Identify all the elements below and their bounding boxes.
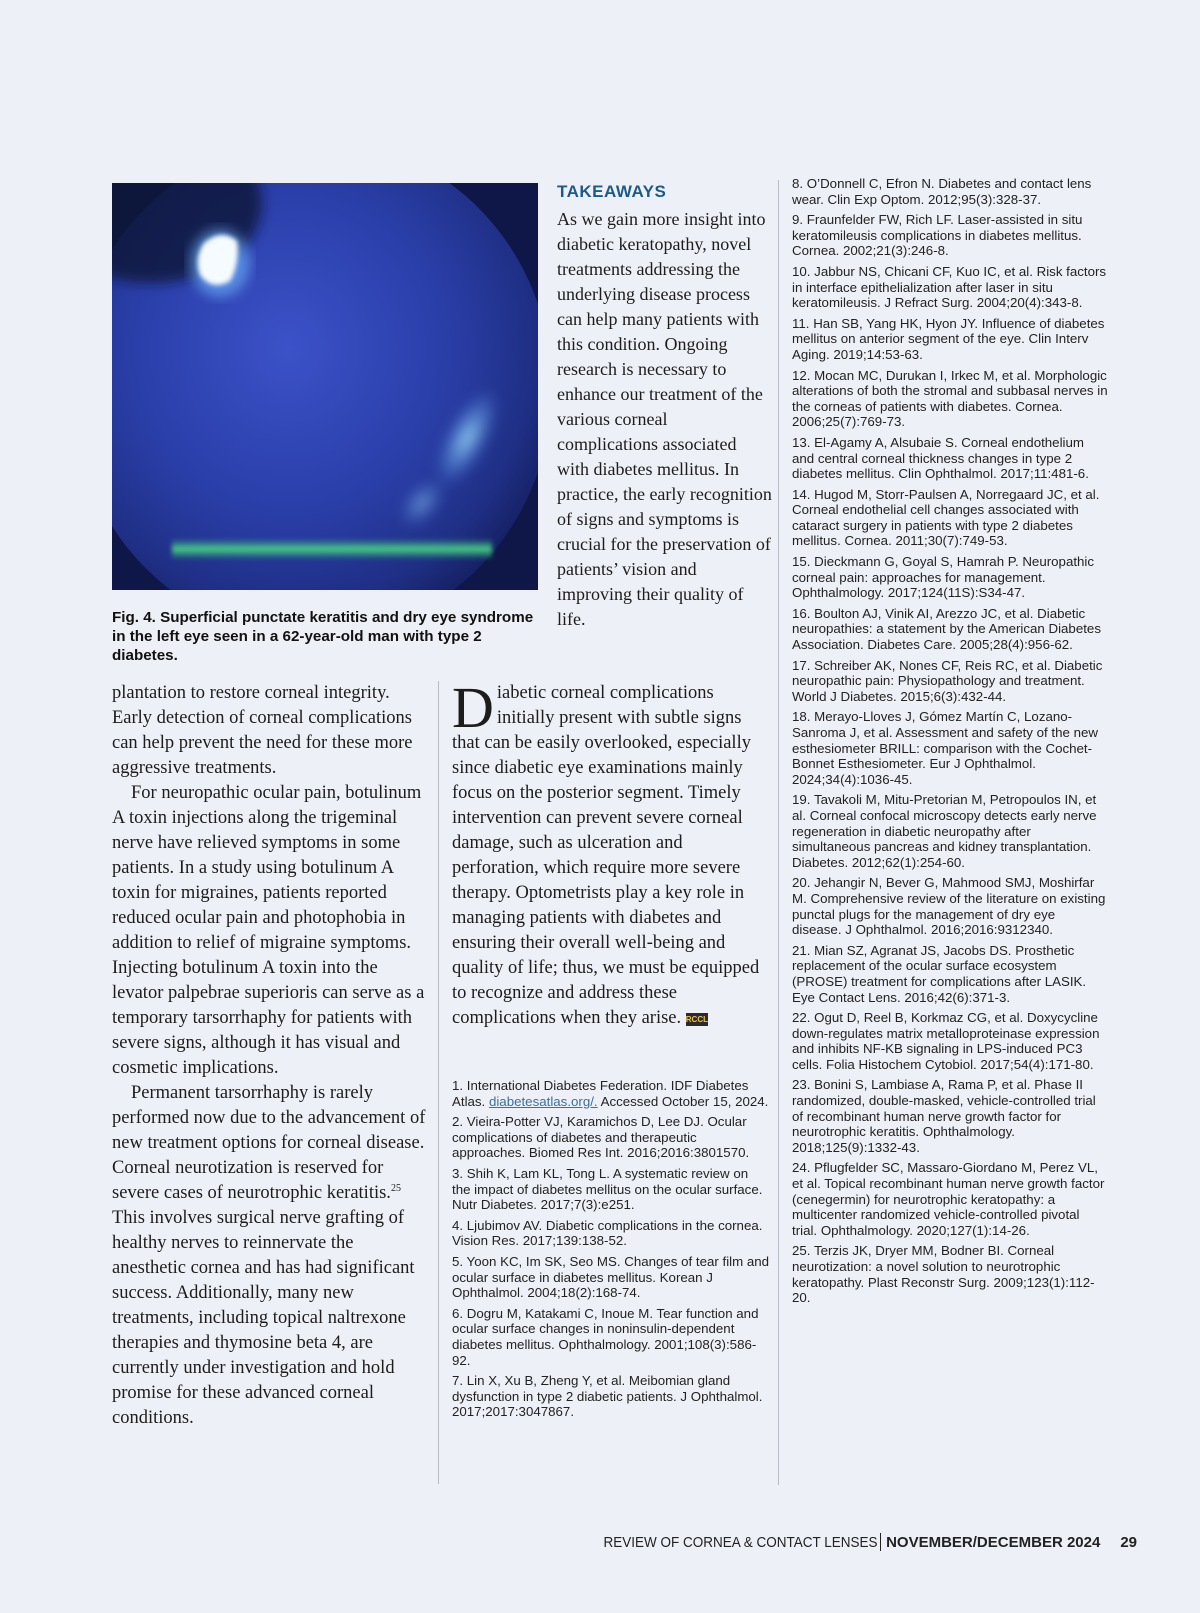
reference-item: 5. Yoon KC, Im SK, Seo MS. Changes of tear film and ocular surface in diabetes mellitus. Korean J Ophthalmol. 2004;18(2):168-74. (452, 1253, 770, 1301)
reference-item: 10. Jabbur NS, Chicani CF, Kuo IC, et al. Risk factors in interface epithelialization after laser in situ keratomileusis. J Refract Surg. 2004;20(4):343-8. (792, 263, 1107, 311)
column-divider (778, 180, 779, 1485)
reference-item: 25. Terzis JK, Dryer MM, Bodner BI. Corneal neurotization: a novel solution to neurotrophic keratopathy. Plast Reconstr Surg. 2009;123(1):112-20. (792, 1243, 1095, 1306)
eye-photo (112, 183, 538, 590)
reference-item: 3. Shih K, Lam KL, Tong L. A systematic review on the impact of diabetes mellitus on the ocular surface. Nutr Diabetes. 2017;7(3):e251. (452, 1165, 763, 1213)
paragraph (112, 1081, 428, 1431)
reference-item: 6. Dogru M, Katakami C, Inoue M. Tear function and ocular surface changes in noninsulin-dependent diabetes mellitus. Ophthalmology. 2001;108(3):586-92. (452, 1305, 759, 1368)
article-column-left (112, 681, 428, 1431)
conclusion-section (452, 675, 770, 1031)
reference-item: 11. Han SB, Yang HK, Hyon JY. Influence of diabetes mellitus on anterior segment of the eye. Clin Interv Aging. 2019;14:53-63. (792, 315, 1105, 362)
reference-item: 20. Jehangir N, Bever G, Mahmood SMJ, Moshirfar M. Comprehensive review of the literature on existing punctal plugs for the management of dry eye disease. J Ophthalmol. 2016;2016:9312340. (792, 875, 1106, 938)
reference-item: 22. Ogut D, Reel B, Korkmaz CG, et al. Doxycycline down-regulates matrix metalloproteinase expression and inhibits NF-KB signaling in LPS-induced PC3 cells. Folia Histochem Cytobiol. 2017;54(4):171-80. (792, 1010, 1100, 1072)
paragraph (452, 675, 770, 1031)
reference-item: 2. Vieira-Potter VJ, Karamichos D, Lee DJ. Ocular complications of diabetes and therapeutic approaches. Biomed Res Int. 2016;2016:3801570. (452, 1114, 750, 1161)
references-right (792, 176, 1108, 1311)
reference-item: 19. Tavakoli M, Mitu-Pretorian M, Petropoulos IN, et al. Corneal confocal microscopy detects early nerve regeneration in diabetic neuropathy after simultaneous pancreas and kidney transplantation. Diabetes. 2012;62(1):254-60. (792, 792, 1097, 870)
end-mark-icon: RCCL (685, 1015, 708, 1024)
reference-item: 15. Dieckmann G, Goyal S, Hamrah P. Neuropathic corneal pain: approaches for management. Ophthalmology. 2017;124(11S):S34-47. (792, 554, 1095, 601)
takeaways-title: TAKEAWAYS (557, 182, 667, 201)
references-middle (452, 1078, 770, 1425)
reference-item: 13. El-Agamy A, Alsubaie S. Corneal endothelium and central corneal thickness changes in type 2 diabetes mellitus. Clin Ophthalmol. 2017;11:481-6. (792, 434, 1089, 482)
reference-item: 7. Lin X, Xu B, Zheng Y, et al. Meibomian gland dysfunction in type 2 diabetic patients. J Ophthalmol. 2017;2017:3047867. (452, 1373, 763, 1420)
issue-date: NOVEMBER/DECEMBER 2024 (886, 1533, 1101, 1551)
reference-item: 24. Pflugfelder SC, Massaro-Giordano M, Perez VL, et al. Topical recombinant human nerve growth factor (cenegermin) for neurotrophic keratopathy: a multicenter randomized vehicle-controlled pivotal trial. Ophthalmology. 2020;127(1):14-26. (792, 1160, 1105, 1238)
footer-divider (880, 1533, 881, 1551)
reference-item: 14. Hugod M, Storr-Paulsen A, Norregaard JC, et al. Corneal endothelial cell changes associated with cataract surgery in patients with type 2 diabetes mellitus. Cornea. 2011;30(7):749-53. (792, 486, 1100, 549)
reference-item (452, 1078, 770, 1109)
reference-item: 8. O’Donnell C, Efron N. Diabetes and contact lens wear. Clin Exp Optom. 2012;95(3):328-37. (792, 176, 1092, 207)
column-divider (438, 681, 439, 1484)
reference-text: Accessed October 15, 2024. (597, 1093, 769, 1109)
reference-link[interactable]: diabetesatlas.org/. (488, 1093, 598, 1109)
reference-item: 17. Schreiber AK, Nones CF, Reis RC, et al. Diabetic neuropathic pain: Physiopathology and treatment. World J Diabetes. 2015;6(3):432-44. (792, 657, 1103, 704)
paragraph: plantation to restore corneal integrity. Early detection of corneal complications can help prevent the need for these more aggressive treatments. (112, 683, 413, 778)
paragraph-text: This involves surgical nerve grafting of healthy nerves to reinnervate the anesthetic cornea and has had significant success. Additionally, many new treatments, including topical naltrexone therapies and thymosine beta 4, are currently under investigation and hold promise for these advanced corneal conditions. (112, 1208, 415, 1428)
takeaways-box (557, 182, 772, 632)
reference-text: 1. International Diabetes Federation. IDF Diabetes Atlas. (452, 1078, 749, 1109)
reference-item: 9. Fraunfelder FW, Rich LF. Laser-assisted in situ keratomileusis complications in diabetes mellitus. Cornea. 2002;21(3):246-8. (792, 212, 1083, 259)
publication-name: REVIEW OF CORNEA & CONTACT LENSES (603, 1533, 878, 1551)
takeaways-body: As we gain more insight into diabetic keratopathy, novel treatments addressing the underlying disease process can help many patients with this condition. Ongoing research is necessary to enhance our treatment of the various corneal complications associated with diabetes mellitus. In practice, the early recognition of signs and symptoms is crucial for the preservation of patients’ vision and improving their quality of life. (557, 209, 772, 629)
reference-item: 18. Merayo-Lloves J, Gómez Martín C, Lozano-Sanroma J, et al. Assessment and safety of the new esthesiometer BRILL: comparison with the Cochet-Bonnet Esthesiometer. Eur J Ophthalmol. 2024;34(4):1036-45. (792, 709, 1098, 787)
reference-item: 21. Mian SZ, Agranat JS, Jacobs DS. Prosthetic replacement of the ocular surface ecosystem (PROSE) treatment for complications after LASIK. Eye Contact Lens. 2016;42(6):371-3. (792, 942, 1087, 1005)
paragraph-text: iabetic corneal complications initially present with subtle signs that can be easily overlooked, especially since diabetic eye examinations mainly focus on the posterior segment. Timely intervention can prevent severe corneal damage, such as ulceration and perforation, which require more severe therapy. Optometrists play a key role in managing patients with diabetes and ensuring their overall well-being and quality of life; thus, we must be equipped to recognize and address these complications when they arise. (452, 683, 760, 1028)
paragraph-text: Permanent tarsorrhaphy is rarely performed now due to the advancement of new treatment options for corneal disease. Corneal neurotization is reserved for severe cases of neurotrophic keratitis. (112, 1083, 426, 1203)
figure-caption: Fig. 4. Superficial punctate keratitis and dry eye syndrome in the left eye seen in a 62-year-old man with type 2 diabetes. (112, 609, 534, 664)
drop-cap: D (452, 675, 494, 740)
reference-item: 12. Mocan MC, Durukan I, Irkec M, et al. Morphologic alterations of both the stromal and subbasal nerves in the corneas of patients with diabetes. Cornea. 2006;25(7):769-73. (792, 367, 1108, 430)
citation-superscript: 25 (390, 1182, 401, 1194)
reference-item: 23. Bonini S, Lambiase A, Rama P, et al. Phase II randomized, double-masked, vehicle-controlled trial of recombinant human nerve growth factor for neurotrophic keratitis. Ophthalmology. 2018;125(9):1332-43. (792, 1077, 1096, 1155)
reference-item: 4. Ljubimov AV. Diabetic complications in the cornea. Vision Res. 2017;139:138-52. (452, 1217, 763, 1249)
page-footer (573, 1533, 1137, 1551)
paragraph: For neuropathic ocular pain, botulinum A toxin injections along the trigeminal nerve have relieved symptoms in some patients. In a study using botulinum A toxin for migraines, patients reported reduced ocular pain and photophobia in addition to relief of migraine symptoms. Injecting botulinum A toxin into the levator palpebrae superioris can serve as a temporary tarsorrhaphy for patients with severe signs, although it has visual and cosmetic implications. (112, 783, 425, 1078)
reference-item: 16. Boulton AJ, Vinik AI, Arezzo JC, et al. Diabetic neuropathies: a statement by the American Diabetes Association. Diabetes Care. 2005;28(4):956-62. (792, 605, 1101, 653)
page-number: 29 (1120, 1533, 1137, 1551)
